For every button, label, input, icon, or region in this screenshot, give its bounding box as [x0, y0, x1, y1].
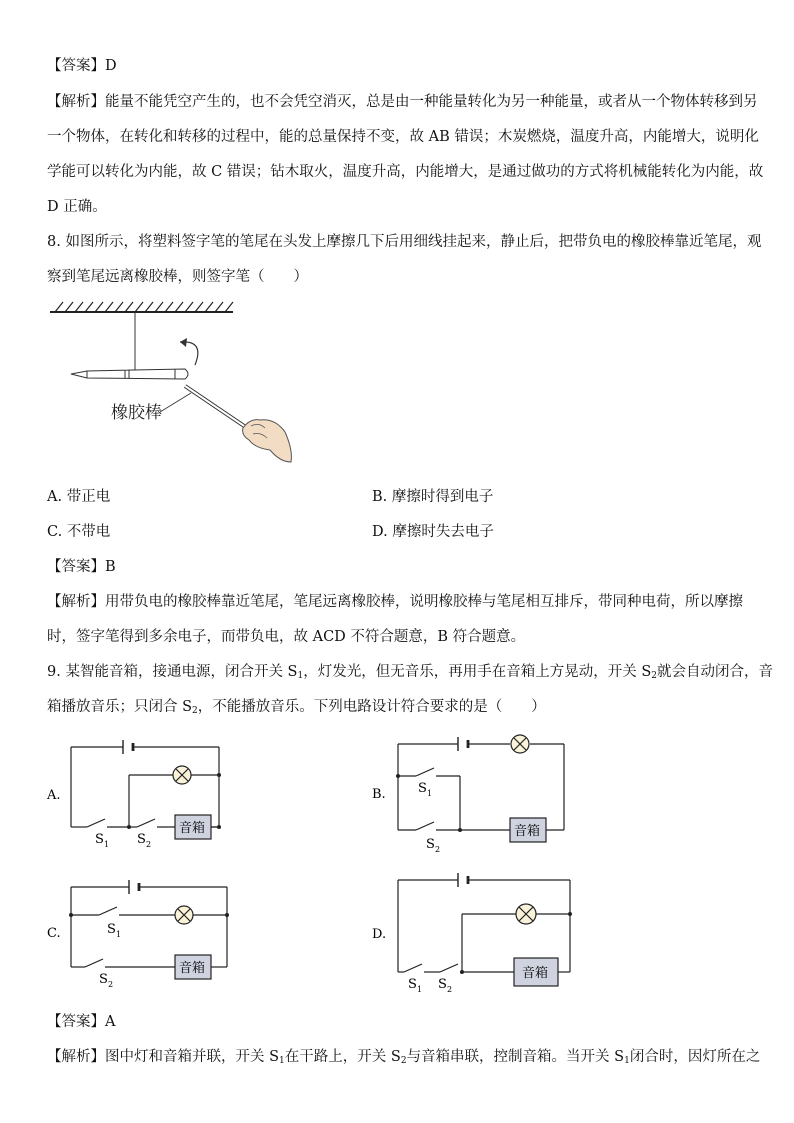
svg-text:1: 1: [427, 789, 433, 798]
q9-stem-line: 箱播放音乐；只闭合 $S_2$，不能播放音乐。下列电路设计符合要求的是（ ）: [47, 699, 546, 716]
svg-text:S: S: [99, 972, 108, 987]
q8-option-b: B. 摩擦时得到电子: [372, 489, 494, 505]
svg-text:S: S: [426, 837, 435, 852]
svg-text:1: 1: [104, 840, 110, 849]
q8-answer: 【答案】B: [47, 559, 116, 575]
pen-rubber-rod-figure: [45, 300, 305, 470]
circuit-b: [370, 730, 580, 858]
svg-text:S: S: [137, 832, 146, 847]
prev-analysis-line: 学能可以转化为内能，故 C 错误；钻木取火，温度升高，内能增大，是通过做功的方式将机械能转化为内能，故: [47, 164, 764, 180]
q8-option-c: C. 不带电: [47, 524, 111, 540]
svg-text:S: S: [95, 832, 104, 847]
svg-text:S: S: [408, 977, 417, 992]
q8-option-d: D. 摩擦时失去电子: [372, 524, 494, 540]
svg-text:1: 1: [116, 930, 122, 939]
svg-text:音箱: 音箱: [522, 966, 549, 981]
prev-answer: 【答案】D: [47, 58, 117, 74]
q9-answer: 【答案】A: [47, 1014, 116, 1030]
q9-stem-line: 9. 某智能音箱，接通电源，闭合开关 $S_1$，灯发光，但无音乐，再用手在音箱上方晃动，开关 $S_2$就会自动闭合，音: [47, 664, 774, 681]
svg-text:C.: C.: [47, 926, 61, 941]
svg-text:1: 1: [417, 985, 423, 994]
circuit-a: [45, 735, 245, 855]
prev-analysis-line: 【解析】能量不能凭空产生的，也不会凭空消灭，总是由一种能量转化为另一种能量，或者从一个物体转移到另: [47, 94, 758, 110]
svg-text:音箱: 音箱: [514, 824, 541, 839]
svg-text:音箱: 音箱: [179, 821, 206, 836]
q8-option-a: A. 带正电: [47, 489, 111, 505]
svg-text:音箱: 音箱: [179, 961, 206, 976]
q8-stem-line: 8. 如图所示，将塑料签字笔的笔尾在头发上摩擦几下后用细线挂起来，静止后，把带负电的橡胶棒靠近笔尾，观: [47, 234, 762, 250]
svg-text:D.: D.: [372, 927, 387, 942]
svg-text:2: 2: [435, 845, 441, 854]
svg-text:2: 2: [108, 980, 114, 989]
svg-text:2: 2: [146, 840, 152, 849]
prev-analysis-line: 一个物体，在转化和转移的过程中，能的总量保持不变，故 AB 错误；木炭燃烧，温度升高，内能增大，说明化: [47, 129, 759, 145]
svg-text:S: S: [418, 781, 427, 796]
svg-text:S: S: [107, 922, 116, 937]
q8-stem-line: 察到笔尾远离橡胶棒，则签字笔（ ）: [47, 269, 308, 285]
rubber-rod-label: 橡胶棒: [111, 403, 162, 423]
q8-analysis-line: 时，签字笔得到多余电子，而带负电，故 ACD 不符合题意，B 符合题意。: [47, 629, 526, 645]
svg-text:S: S: [438, 977, 447, 992]
circuit-d: [370, 868, 580, 1000]
q9-analysis-line: 【解析】图中灯和音箱并联，开关 $S_1$在干路上，开关 $S_2$与音箱串联，控制音箱。当开关 $S_1$闭合时，因灯所在之: [47, 1049, 761, 1066]
svg-text:2: 2: [447, 985, 453, 994]
svg-text:A.: A.: [47, 788, 61, 803]
circuit-c: [45, 875, 245, 995]
svg-text:B.: B.: [372, 787, 386, 802]
prev-analysis-line: D 正确。: [47, 199, 107, 215]
q8-analysis-line: 【解析】用带负电的橡胶棒靠近笔尾，笔尾远离橡胶棒，说明橡胶棒与笔尾相互排斥，带同种电荷，所以摩擦: [47, 594, 743, 610]
